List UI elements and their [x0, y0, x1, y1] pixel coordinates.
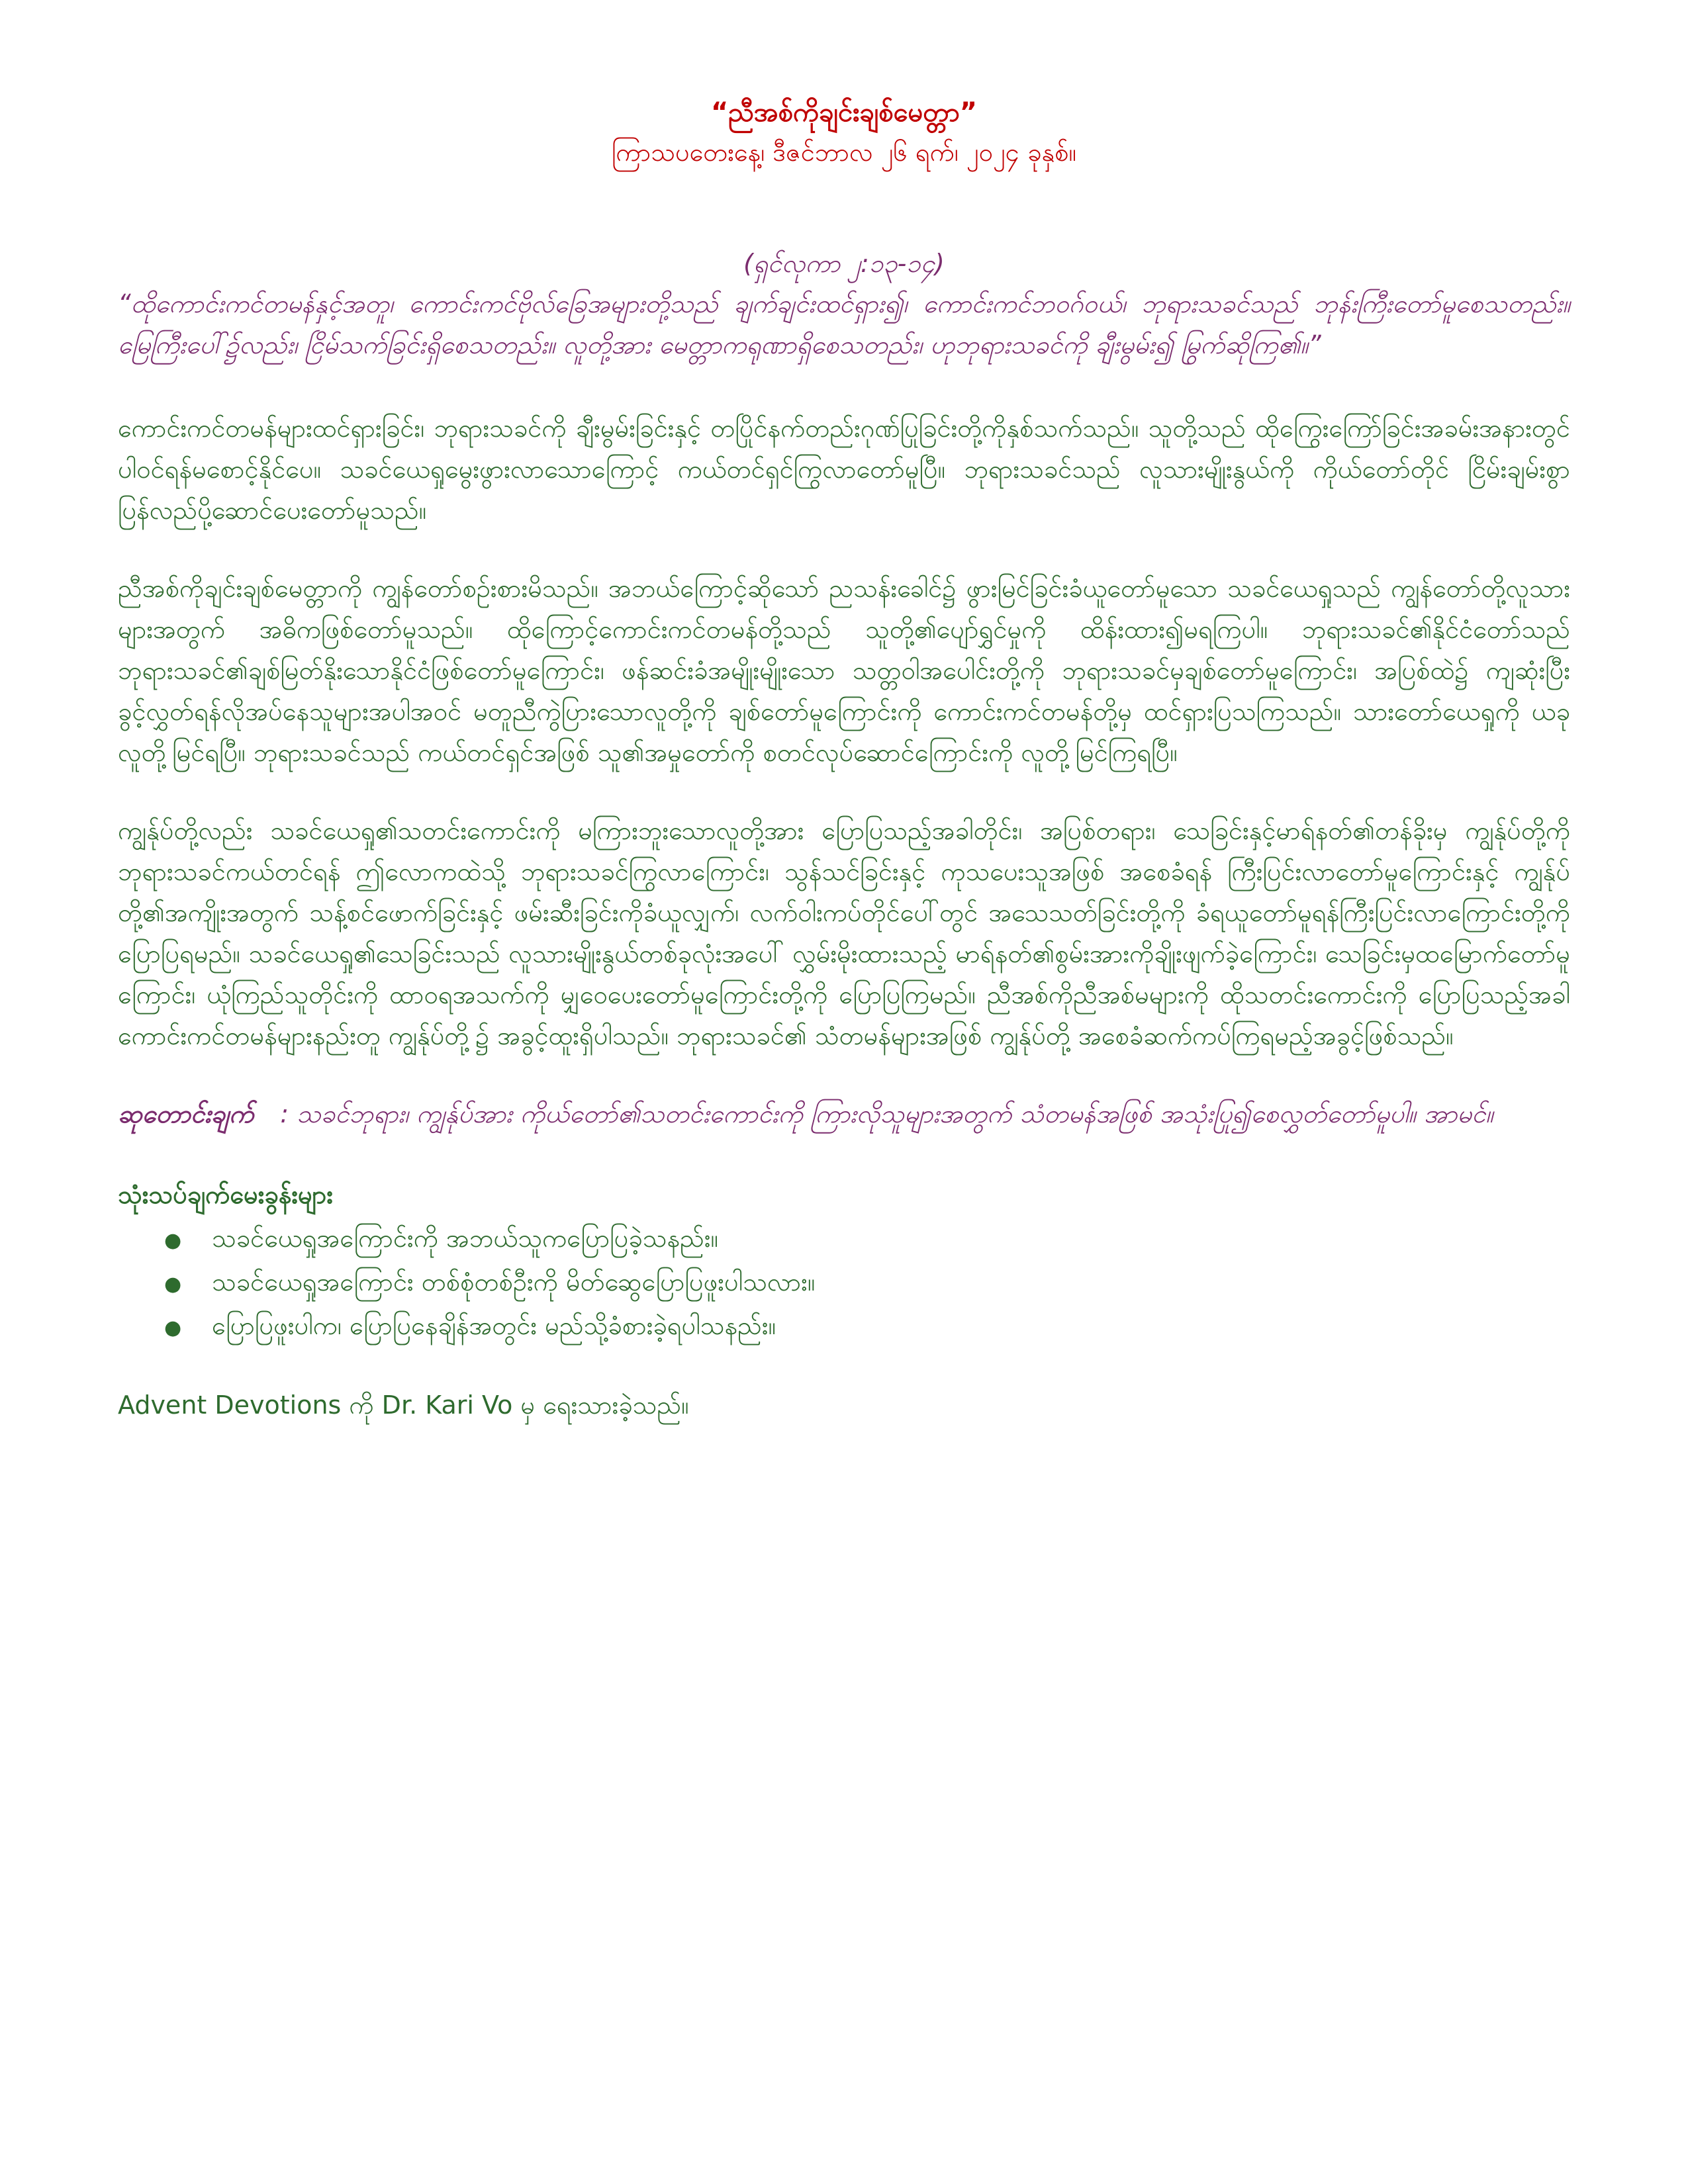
list-item	[164, 1261, 1570, 1305]
bullet-icon: ●	[164, 1316, 182, 1340]
body-paragraph-1: ကောင်းကင်တမန်များထင်ရှားခြင်း၊ ဘုရားသခင်ကို ချီးမွမ်းခြင်းနှင့် တပြိုင်နက်တည်းဂုဏ်ပြုခြင်းတို့ကိုနှစ်သက်သည်။ သူတို့သည် ထိုကြွေးကြော်ခြင်းအခမ်းအနားတွင် ပါဝင်ရန်မစောင့်နိုင်ပေ။ သခင်ယေရှုမွေးဖွားလာသောကြောင့် ကယ်တင်ရှင်ကြွလာတော်မူပြီ။ ဘုရားသခင်သည် လူသားမျိုးနွယ်ကို ကိုယ်တော်တိုင် ငြိမ်းချမ်းစွာပြန်လည်ပို့ဆောင်ပေးတော်မူသည်။	[118, 414, 1570, 525]
questions-list	[118, 1218, 1570, 1349]
prayer-section	[118, 1093, 1570, 1134]
question-text: သခင်ယေရှုအကြောင်း တစ်စုံတစ်ဦးကို မိတ်ဆွေပြောပြဖူးပါသလား။	[212, 1267, 816, 1297]
list-item	[164, 1218, 1570, 1261]
author-credit: Advent Devotions ကို Dr. Kari Vo မှ ရေးသားခဲ့သည်။	[118, 1390, 689, 1420]
scripture-text: “ထိုကောင်းကင်တမန်နှင့်အတူ၊ ကောင်းကင်ဗိုလ်ခြေအများတို့သည် ချက်ချင်းထင်ရှား၍၊ ကောင်းကင်ဘဝဂ်ဝယ်၊ ဘုရားသခင်သည် ဘုန်းကြီးတော်မူစေသတည်း။ မြေကြီးပေါ်၌လည်း၊ ငြိမ်သက်ခြင်းရှိစေသတည်း။ လူတို့အား မေတ္တာကရုဏာရှိစေသတည်း၊ ဟုဘုရားသခင်ကို ချီးမွမ်း၍ မြွက်ဆိုကြ၏။”	[118, 289, 1570, 359]
bullet-icon: ●	[164, 1229, 182, 1252]
prayer-label: ဆုတောင်းချက်	[118, 1099, 254, 1128]
devotion-page	[118, 93, 1570, 1426]
bullet-icon: ●	[164, 1273, 182, 1296]
page-title: “ညီအစ်ကိုချင်းချစ်မေတ္တာ”	[710, 97, 978, 128]
list-item	[164, 1305, 1570, 1349]
scripture-reference: (ရှင်လုကာ ၂:၁၃-၁၄)	[743, 249, 945, 278]
date-line: ကြာသပတေးနေ့၊ ဒီဇင်ဘာလ ၂၆ ရက်၊ ၂၀၂၄ ခုနှစ်။	[612, 138, 1076, 167]
body-paragraph-3: ကျွန်ုပ်တို့လည်း သခင်ယေရှု၏သတင်းကောင်းကို မကြားဘူးသောလူတို့အား ပြောပြသည့်အခါတိုင်း၊ အပြစ်တရား၊ သေခြင်းနှင့်မာရ်နတ်၏တန်ခိုးမှ ကျွန်ုပ်တို့ကို ဘုရားသခင်ကယ်တင်ရန် ဤလောကထဲသို့ ဘုရားသခင်ကြွလာကြောင်း၊ သွန်သင်ခြင်းနှင့် ကုသပေးသူအဖြစ် အစေခံရန် ကြီးပြင်းလာတော်မူကြောင်းနှင့် ကျွန်ုပ်တို့၏အကျိုးအတွက် သန့်စင်ဖောက်ခြင်းနှင့် ဖမ်းဆီးခြင်းကိုခံယူလျှက်၊ လက်ဝါးကပ်တိုင်ပေါ်တွင် အသေသတ်ခြင်းတို့ကို ခံရယူတော်မူရန်ကြီးပြင်းလာကြောင်းတို့ကိုပြောပြရမည်။ သခင်ယေရှု၏သေခြင်းသည် လူသားမျိုးနွယ်တစ်ခုလုံးအပေါ် လွှမ်းမိုးထားသည့် မာရ်နတ်၏စွမ်းအားကိုချိုးဖျက်ခဲ့ကြောင်း၊ သေခြင်းမှထမြောက်တော်မူကြောင်း၊ ယုံကြည်သူတိုင်းကို ထာဝရအသက်ကို မျှဝေပေးတော်မူကြောင်းတို့ကို ပြောပြကြမည်။ ညီအစ်ကိုညီအစ်မများကို ထိုသတင်းကောင်းကို ပြောပြသည့်အခါ ကောင်းကင်တမန်များနည်းတူ ကျွန်ုပ်တို့၌ အခွင့်ထူးရှိပါသည်။ ဘုရားသခင်၏ သံတမန်များအဖြစ် ကျွန်ုပ်တို့ အစေခံဆက်ကပ်ကြရမည့်အခွင့်ဖြစ်သည်။	[118, 816, 1570, 1050]
body-paragraph-2: ညီအစ်ကိုချင်းချစ်မေတ္တာကို ကျွန်တော်စဉ်းစားမိသည်။ အဘယ်ကြောင့်ဆိုသော် ညသန်းခေါင်၌ ဖွားမြင်ခြင်းခံယူတော်မူသော သခင်ယေရှုသည် ကျွန်တော်တို့လူသားများအတွက် အဓိကဖြစ်တော်မူသည်။ ထိုကြောင့်ကောင်းကင်တမန်တို့သည် သူတို့၏ပျော်ရွှင်မှုကို ထိန်းထား၍မရကြပါ။ ဘုရားသခင်၏နိုင်ငံတော်သည် ဘုရားသခင်၏ချစ်မြတ်နိုးသောနိုင်ငံဖြစ်တော်မူကြောင်း၊ ဖန်ဆင်းခံအမျိုးမျိုးသော သတ္တဝါအပေါင်းတို့ကို ဘုရားသခင်မှချစ်တော်မူကြောင်း၊ အပြစ်ထဲ၌ ကျဆုံးပြီး ခွင့်လွှတ်ရန်လိုအပ်နေသူများအပါအဝင် မတူညီကွဲပြားသောလူတို့ကို ချစ်တော်မူကြောင်းကို ကောင်းကင်တမန်တို့မှ ထင်ရှားပြသကြသည်။ သားတော်ယေရှုကို ယခု လူတို့မြင်ရပြီ။ ဘုရားသခင်သည် ကယ်တင်ရှင်အဖြစ် သူ၏အမှုတော်ကို စတင်လုပ်ဆောင်ကြောင်းကို လူတို့မြင်ကြရပြီ။	[118, 574, 1570, 767]
questions-heading: သုံးသပ်ချက်မေးခွန်းများ	[118, 1180, 334, 1209]
prayer-text: : သခင်ဘုရား၊ ကျွန်ုပ်အား ကိုယ်တော်၏သတင်းကောင်းကို ကြားလိုသူများအတွက် သံတမန်အဖြစ် အသုံးပြု၍စေလွှတ်တော်မူပါ။ အာမင်။	[280, 1099, 1493, 1128]
question-text: သခင်ယေရှုအကြောင်းကို အဘယ်သူကပြောပြခဲ့သနည်း။	[212, 1224, 719, 1253]
question-text: ပြောပြဖူးပါက၊ ပြောပြနေချိန်အတွင်း မည်သို့ခံစားခဲ့ရပါသနည်း။	[212, 1311, 776, 1340]
